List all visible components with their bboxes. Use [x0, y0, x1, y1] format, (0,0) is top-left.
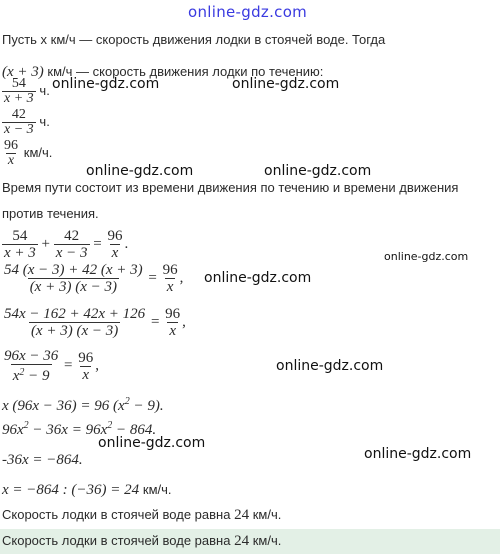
watermark: online-gdz.com	[364, 446, 472, 462]
equation-8: x = −864 : (−36) = 24 км/ч.	[2, 482, 172, 498]
watermark-top: online-gdz.com	[188, 3, 308, 21]
watermark: online-gdz.com	[264, 163, 372, 179]
watermark: online-gdz.com	[86, 163, 194, 179]
watermark: online-gdz.com	[98, 435, 206, 451]
answer: Скорость лодки в стоячей воде равна 24 км/ч.	[2, 533, 282, 549]
watermark: online-gdz.com	[276, 358, 384, 374]
watermark: online-gdz.com	[384, 250, 469, 263]
time-downstream-fraction: $\frac{54}{x + 3}$ ч.	[4, 76, 50, 106]
speed-fraction: $\frac{96}{x}$ км/ч.	[4, 138, 53, 168]
equation-7: -36x = −864.	[2, 452, 83, 468]
conclusion: Скорость лодки в стоячей воде равна 24 км/ч.	[2, 507, 282, 523]
time-upstream-fraction: $\frac{42}{x - 3}$ ч.	[4, 107, 50, 137]
equation-2: $\frac{54 (x - 3) + 42 (x + 3)}{(x + 3) (x - 3)}$ = $\frac{96}{x}$ ,	[4, 262, 184, 295]
time-sum-line: Время пути состоит из времени движения по течению и времени движения	[2, 180, 459, 195]
time-sum-line-2: против течения.	[2, 206, 99, 221]
equation-4: $\frac{96x - 36}{x^2 - 9}$ = $\frac{96}{x}$ ,	[4, 348, 99, 384]
equation-5: x (96x − 36) = 96 $(x^2 - 9)$.	[2, 396, 164, 414]
equation-1: $\frac{54}{x + 3}$ + $\frac{42}{x - 3}$ = $\frac{96}{x}$ .	[4, 228, 129, 261]
expr-x-plus-3: (x + 3)	[2, 64, 44, 80]
equation-6: $96x^2 - 36x = 96x^2 - 864$.	[2, 420, 157, 438]
watermark: online-gdz.com	[232, 76, 340, 92]
downstream-text: км/ч — скорость движения лодки по течению:	[47, 64, 324, 79]
equation-3: $\frac{54x - 162 + 42x + 126}{(x + 3) (x - 3)}$ = $\frac{96}{x}$ ,	[4, 306, 186, 339]
watermark: online-gdz.com	[52, 76, 160, 92]
intro-line: Пусть x км/ч — скорость движения лодки в стоячей воде. Тогда	[2, 32, 386, 47]
watermark: online-gdz.com	[204, 270, 312, 286]
